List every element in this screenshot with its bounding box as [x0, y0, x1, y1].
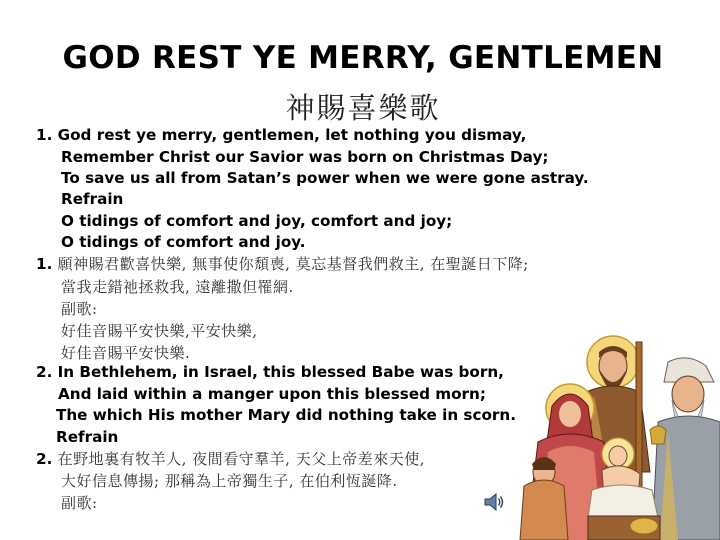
verse2-en-line-3: The which His mother Mary did nothing take in scorn.	[56, 406, 516, 424]
verse1-en-line-5: O tidings of comfort and joy, comfort and joy;	[61, 212, 453, 230]
verse2-en-line-2: And laid within a manger upon this blessed morn;	[58, 385, 486, 403]
verse2-en-refrain-label: Refrain	[56, 428, 119, 446]
verse2-cn-refrain-label: 副歌:	[61, 494, 98, 512]
verse1-cn-number: 1.	[36, 255, 53, 273]
verse1-en-line-2: Remember Christ our Savior was born on Christmas Day;	[61, 148, 549, 166]
verse1-cn-line-5: 好佳音賜平安快樂.	[61, 344, 191, 362]
nativity-clipart-image	[518, 322, 720, 540]
verse1-en-line-1	[36, 125, 526, 145]
verse2-cn-number: 2.	[36, 450, 53, 468]
verse1-cn-line-4: 好佳音賜平安快樂,平安快樂,	[61, 322, 258, 340]
verse1-en-text-1: God rest ye merry, gentlemen, let nothing you dismay,	[57, 126, 527, 144]
speaker-sound-icon[interactable]	[482, 490, 506, 514]
verse2-en-text-1: In Bethlehem, in Israel, this blessed Babe was born,	[57, 363, 504, 381]
verse2-cn-line-1	[36, 449, 425, 469]
verse1-cn-refrain-label: 副歌:	[61, 300, 98, 318]
verse2-en-line-1	[36, 362, 504, 382]
verse1-en-refrain-label: Refrain	[61, 190, 124, 208]
verse1-cn-line-2: 當我走錯祂拯救我, 遠離撒但罹網.	[61, 278, 294, 296]
slide-subtitle-chinese: 神賜喜樂歌	[285, 91, 441, 125]
verse2-cn-line-2: 大好信息傳揚; 那稱為上帝獨生子, 在伯利恆誕降.	[61, 472, 398, 490]
verse1-en-line-6: O tidings of comfort and joy.	[61, 233, 306, 251]
verse2-cn-text-1: 在野地裏有牧羊人, 夜間看守羣羊, 天父上帝差來天使,	[57, 450, 425, 468]
verse1-en-number: 1.	[36, 126, 53, 144]
slide-title: GOD REST YE MERRY, GENTLEMEN	[62, 40, 664, 76]
verse1-cn-text-1: 願神賜君歡喜快樂, 無事使你頹喪, 莫忘基督我們救主, 在聖誕日下降;	[57, 255, 529, 273]
verse1-cn-line-1	[36, 254, 529, 274]
verse1-en-line-3: To save us all from Satan’s power when we were gone astray.	[61, 169, 589, 187]
verse2-en-number: 2.	[36, 363, 53, 381]
